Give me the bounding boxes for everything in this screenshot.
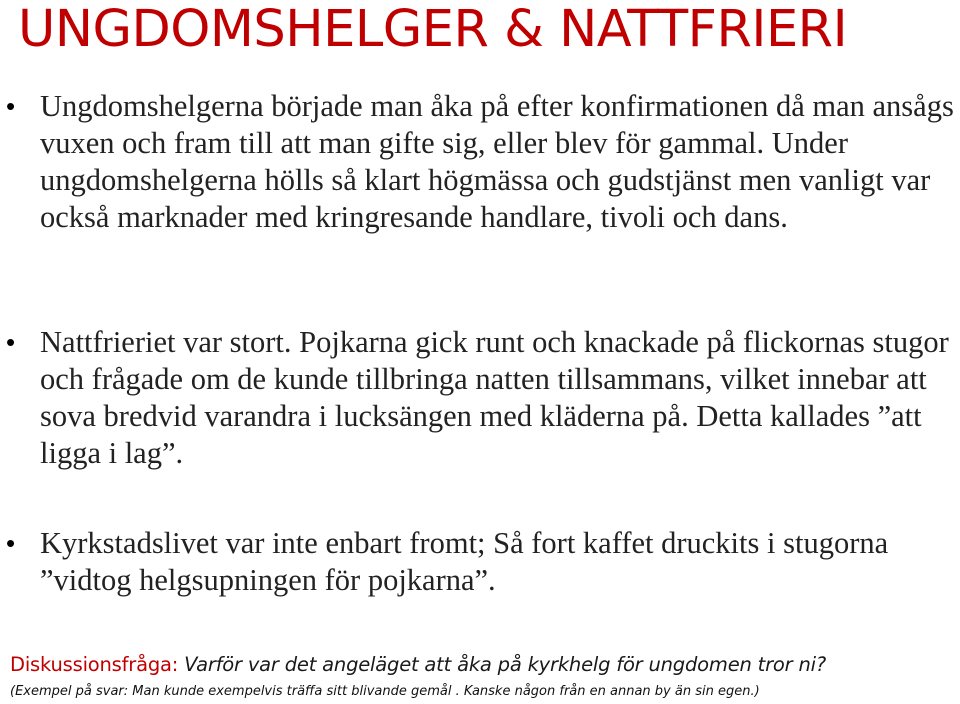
example-answer: (Exempel på svar: Man kunde exempelvis träffa sitt blivande gemål . Kanske någon från en annan by än sin egen.) (10, 684, 760, 699)
discussion-label: Diskussionsfråga: (10, 653, 179, 676)
bullet-icon: • (6, 327, 16, 357)
bullet-icon: • (6, 528, 16, 558)
discussion-question (10, 651, 826, 679)
bullet-text: Ungdomshelgerna började man åka på efter konfirmationen då man ansågs vuxen och fram till att man gifte sig, eller blev för gammal. Under ungdomshelgerna hölls så klart högmässa och gudstjänst men vanligt var också marknader med kringresande handlare, tivoli och dans. (40, 89, 954, 234)
bullet-text: Kyrkstadslivet var inte enbart fromt; Så fort kaffet druckits i stugorna ”vidtog helgsupningen för pojkarna”. (40, 526, 889, 597)
slide-title: UNGDOMSHELGER & NATTFRIERI (18, 0, 848, 59)
discussion-question-text: Varför var det angeläget att åka på kyrkhelg för ungdomen tror ni? (184, 653, 826, 676)
bullet-item (6, 88, 956, 236)
bullet-item (6, 525, 956, 599)
bullet-item (6, 324, 956, 472)
bullet-icon: • (6, 91, 16, 121)
bullet-text: Nattfrieriet var stort. Pojkarna gick runt och knackade på flickornas stugor och frågade om de kunde tillbringa natten tillsammans, vilket innebar att sova bredvid varandra i lucksängen med kläderna på. Detta kallades ”att ligga i lag”. (40, 325, 949, 470)
